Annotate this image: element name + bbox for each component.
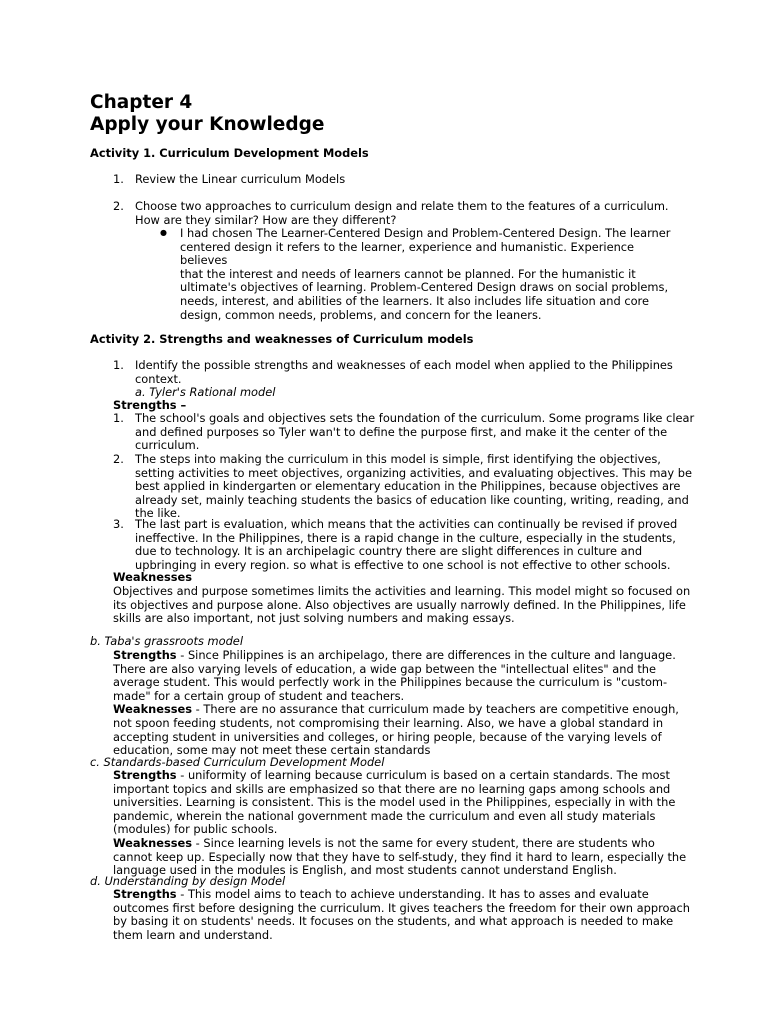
activity1-item1: Review the Linear curriculum Models (135, 172, 346, 186)
activity2-item1-number: 1. (113, 358, 124, 372)
sb-strength-line: - uniformity of learning because curriculum is based on a certain standards. The most (176, 768, 670, 782)
sb-strength-line: (modules) for public schools. (113, 822, 278, 837)
activity1-item2-line: How are they similar? How are they different? (135, 212, 397, 227)
sb-weaknesses-label: Weaknesses (113, 835, 193, 850)
taba-strength-line: - Since Philippines is an archipelago, there are differences in the culture and language. (176, 648, 676, 662)
activity1-item1-number: 1. (113, 172, 124, 186)
tyler-item-line: The school's goals and objectives sets the foundation of the curriculum. Some programs like clear (135, 411, 695, 425)
tyler-weak-line: its objectives and purpose alone. Also objectives are usually narrowly defined. In the Philippines, life (113, 597, 686, 612)
tyler-item (135, 518, 695, 572)
tyler-weaknesses (113, 585, 698, 626)
tyler-item-line: ineffective. In the Philippines, there is a rapid change in the culture, especially in the students, (135, 530, 676, 545)
activity2-item1-line: Identify the possible strengths and weaknesses of each model when applied to the Philippines (135, 358, 673, 372)
tyler-weak-line: Objectives and purpose sometimes limits the activities and learning. This model might so focused on (113, 584, 691, 598)
tyler-strengths-label: Strengths – (113, 398, 187, 412)
taba-strengths-label: Strengths (113, 648, 177, 662)
activity1-item2-line: Choose two approaches to curriculum design and relate them to the features of a curriculum. (135, 199, 669, 213)
tyler-item-line: upbringing in every region. so what is effective to one school is not effective to other schools. (135, 557, 671, 572)
sb-weak-line: cannot keep up. Especially now that they have to self-study, they find it hard to learn, especially the (113, 849, 687, 864)
activity2-item1-line: context. (135, 371, 182, 386)
tyler-item-line: due to technology. It is an archipelagic country there are slight differences in culture and (135, 544, 643, 559)
tyler-item-line: The last part is evaluation, which means that the activities can continually be revised if proved (135, 517, 678, 531)
answer-line: I had chosen The Learner-Centered Design and Problem-Centered Design. The learner (180, 226, 671, 240)
activity1-item2 (135, 200, 695, 227)
sb-strengths-label: Strengths (113, 768, 177, 782)
activity2-item1 (135, 359, 695, 400)
ubd-strength-line: by basing it on students' needs. It focuses on the students, and what approach is needed to make (113, 914, 674, 929)
taba-weaknesses-label: Weaknesses (113, 702, 193, 717)
ubd-section (113, 888, 698, 942)
tyler-item-line: and defined purposes so Tyler wan't to define the purpose first, and make it the center of the (135, 424, 668, 439)
sb-strength-line: universities. Learning is consistent. This is the model used in the Philippines, especially in with the (113, 795, 676, 810)
ubd-strength-line: - This model aims to teach to achieve understanding. It has to asses and evaluate (176, 887, 649, 901)
model-a-label: a. Tyler's Rational model (135, 385, 276, 400)
activity2-heading: Activity 2. Strengths and weaknesses of Curriculum models (90, 332, 474, 346)
tyler-item-line: the like. (135, 506, 181, 521)
tyler-item-line: already set, mainly teaching students the basics of education like counting, writing, reading, and (135, 492, 689, 507)
answer-line: centered design it refers to the learner, experience and humanistic. Experience believes (180, 239, 635, 268)
ubd-strength-line: them learn and understand. (113, 927, 273, 942)
taba-weak-line: accepting student in universities and colleges, or hiring people, because of the varying levels of (113, 729, 662, 744)
tyler-item (135, 412, 695, 453)
model-c-label: c. Standards-based Curriculum Development Model (90, 755, 385, 769)
tyler-item-line: The steps into making the curriculum in this model is simple, first identifying the objectives, (135, 452, 661, 466)
taba-weak-line: - There are no assurance that curriculum made by teachers are competitive enough, (192, 702, 679, 717)
taba-strengths (113, 649, 698, 758)
tyler-weak-line: skills are also important, not just solving numbers and making essays. (113, 611, 515, 626)
model-b-label: b. Taba's grassroots model (90, 634, 243, 648)
tyler-item-line: best applied in kindergarten or elementary education in the Philippines, because objectives are (135, 479, 681, 494)
taba-strength-line: There are also varying levels of education, a wide gap between the "intellectual elites" and the (113, 661, 657, 676)
bullet-icon: ● (160, 228, 167, 237)
tyler-item-line: setting activities to meet objectives, organizing activities, and evaluating objectives. This may be (135, 465, 692, 480)
taba-weak-line: not spoon feeding students, not compromising their learning. Also, we have a global standard in (113, 715, 664, 730)
tyler-item-number: 3. (113, 517, 124, 531)
answer-line: needs, interest, and abilities of the learners. It also includes life situation and core (180, 293, 650, 308)
tyler-item-number: 1. (113, 411, 124, 425)
model-d-label: d. Understanding by design Model (90, 874, 286, 888)
taba-weak-line: education, some may not meet these certain standards (113, 743, 431, 758)
tyler-item-line: curriculum. (135, 438, 200, 453)
answer-line: design, common needs, problems, and concern for the leaners. (180, 307, 542, 322)
standards-based-section (113, 769, 698, 878)
activity1-heading: Activity 1. Curriculum Development Models (90, 146, 369, 160)
tyler-item (135, 453, 695, 521)
activity1-item2-number: 2. (113, 199, 124, 213)
sb-weak-line: - Since learning levels is not the same for every student, there are students who (192, 835, 655, 850)
activity1-answer (180, 227, 680, 322)
chapter-subtitle: Apply your Knowledge (90, 114, 325, 135)
chapter-title: Chapter 4 (90, 92, 193, 113)
answer-line: ultimate's objectives of learning. Problem-Centered Design draws on social problems, (180, 280, 669, 295)
ubd-strength-line: outcomes first before designing the curriculum. It gives teachers the freedom for their own approach (113, 900, 690, 915)
sb-strength-line: important topics and skills are emphasized so that there are no learning gaps among schools and (113, 781, 671, 796)
sb-strength-line: pandemic, wherein the national government made the curriculum and even all study materials (113, 808, 656, 823)
answer-line: that the interest and needs of learners cannot be planned. For the humanistic it (180, 266, 636, 281)
tyler-weaknesses-label: Weaknesses (113, 570, 193, 584)
sb-weak-line: language used in the modules is English, and most students cannot understand English. (113, 863, 617, 878)
taba-strength-line: made" for a certain group of student and teachers. (113, 688, 405, 703)
taba-strength-line: average student. This would perfectly work in the Philippines because the curriculum is "custom- (113, 675, 668, 690)
tyler-item-number: 2. (113, 452, 124, 466)
ubd-strengths-label: Strengths (113, 887, 177, 901)
